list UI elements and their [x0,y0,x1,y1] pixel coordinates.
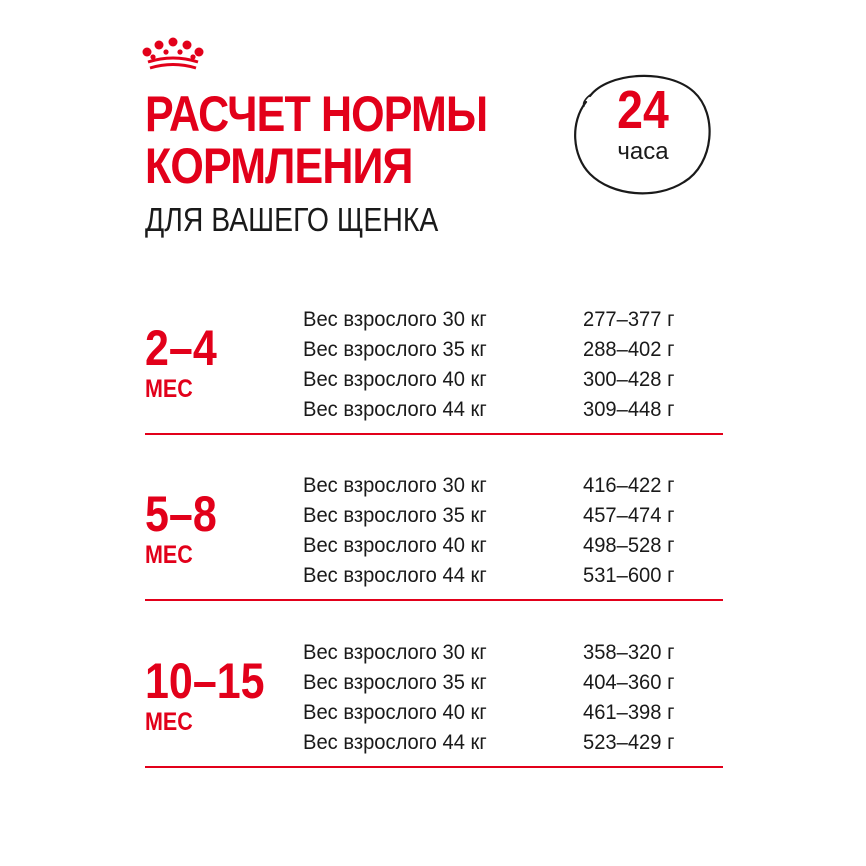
badge-number: 24 [617,80,669,140]
age-unit: МЕС [145,375,193,403]
feeding-row [303,638,703,668]
portion-grams: 404–360 г [583,671,675,694]
adult-weight: Вес взрослого 35 кг [303,504,487,527]
age-range: 10–15 [145,653,265,709]
portion-grams: 416–422 г [583,474,675,497]
age-range: 2–4 [145,320,217,376]
portion-grams: 300–428 г [583,368,675,391]
feeding-row [303,395,703,425]
badge-unit: часа [617,138,669,165]
adult-weight: Вес взрослого 40 кг [303,368,487,391]
adult-weight: Вес взрослого 44 кг [303,731,487,754]
adult-weight: Вес взрослого 44 кг [303,564,487,587]
portion-grams: 531–600 г [583,564,675,587]
feeding-row [303,305,703,335]
section-divider [145,766,723,768]
feeding-rows [303,638,703,758]
adult-weight: Вес взрослого 40 кг [303,701,487,724]
feeding-rows [303,305,703,425]
feeding-rows [303,471,703,591]
age-unit: МЕС [145,708,193,736]
adult-weight: Вес взрослого 35 кг [303,338,487,361]
portion-grams: 461–398 г [583,701,675,724]
adult-weight: Вес взрослого 44 кг [303,398,487,421]
feeding-row [303,531,703,561]
page-title [145,88,487,192]
adult-weight: Вес взрослого 30 кг [303,308,487,331]
feeding-row [303,365,703,395]
section-divider [145,599,723,601]
feeding-section [145,638,723,768]
crown-icon [142,36,204,72]
portion-grams: 523–429 г [583,731,675,754]
age-unit: МЕС [145,541,193,569]
age-range: 5–8 [145,486,217,542]
feeding-section [145,471,723,601]
feeding-section [145,305,723,435]
portion-grams: 358–320 г [583,641,675,664]
page-title-line2: КОРМЛЕНИЯ [145,138,413,194]
feeding-row [303,698,703,728]
adult-weight: Вес взрослого 30 кг [303,474,487,497]
adult-weight: Вес взрослого 30 кг [303,641,487,664]
portion-grams: 457–474 г [583,504,675,527]
adult-weight: Вес взрослого 40 кг [303,534,487,557]
feeding-row [303,668,703,698]
portion-grams: 277–377 г [583,308,675,331]
portion-grams: 288–402 г [583,338,675,361]
feeding-row [303,335,703,365]
page-title-line1: РАСЧЕТ НОРМЫ [145,86,488,142]
page-subtitle: ДЛЯ ВАШЕГО ЩЕНКА [145,201,439,238]
section-divider [145,433,723,435]
portion-grams: 309–448 г [583,398,675,421]
feeding-row [303,561,703,591]
feeding-row [303,501,703,531]
adult-weight: Вес взрослого 35 кг [303,671,487,694]
feeding-row [303,471,703,501]
portion-grams: 498–528 г [583,534,675,557]
time-badge [568,66,718,198]
feeding-row [303,728,703,758]
